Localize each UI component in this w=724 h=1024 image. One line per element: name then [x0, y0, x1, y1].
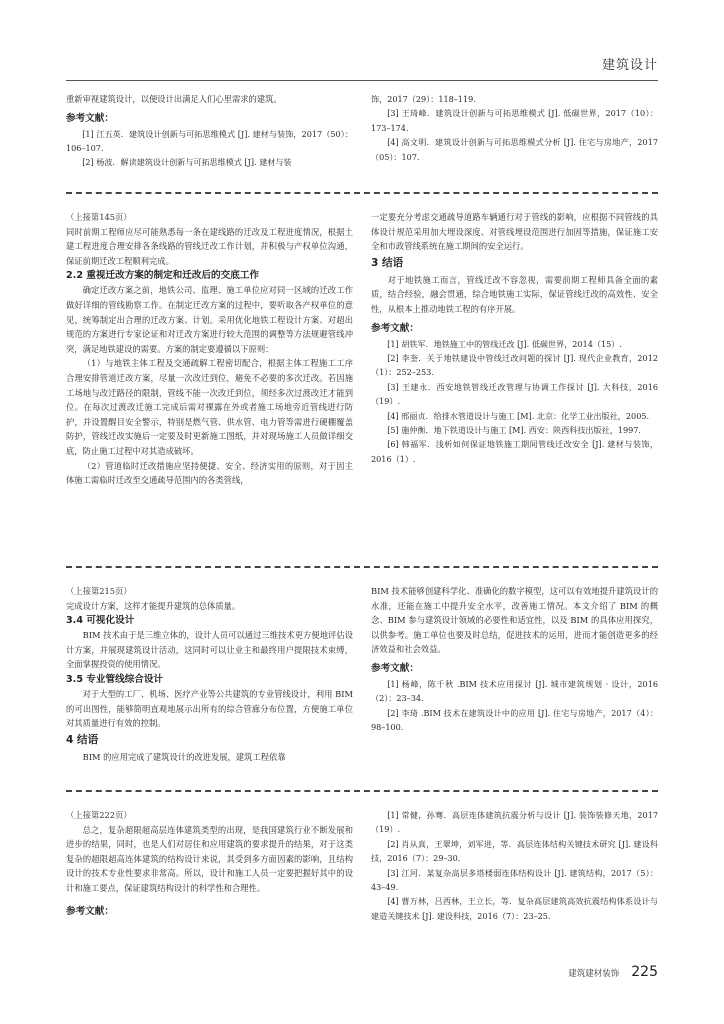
section-1-right-column: [371, 92, 658, 164]
reference-item: [1] 江五英．建筑设计创新与可拓思维模式 [J]. 建材与装饰，2017（50）：106–107.: [66, 128, 353, 153]
reference-item: [5] 施仲衡．地下铁道设计与施工 [M]. 西安：陕西科技出版社，1997.: [387, 425, 641, 435]
paragraph: （2）管道临时迁改措施应坚持便捷、安全、经济实用的原则，对于因主体施工需临时迁改至交通疏导范围内的各类管线，: [66, 460, 353, 486]
section-3-left-column: [66, 584, 353, 764]
paragraph: 总之，复杂超限超高层连体建筑类型的出现，是我国建筑行业不断发展和进步的结果，同时，也是人们对居住和应用建筑的要求提升的结果，对于这类复杂的超限超高连体建筑的结构设计来说，其受到多方面因素的影响，且结构设计的技术专业性要求非常高。所以，设计和施工人员一定要把握好其中的设计和施工要点，保证建筑结构设计的科学性和合理性。: [66, 824, 353, 893]
reference-item: [2] 杨波．解读建筑设计创新与可拓思维模式 [J]. 建材与装: [82, 157, 292, 168]
section-divider: [66, 790, 658, 792]
magazine-name: 建筑建材装饰: [568, 969, 620, 979]
paragraph: BIM 技术由于是三维立体的，设计人员可以通过三维技术更方便地评估设计方案，并展现建筑设计活动，这同时可以让业主和最终用户提限技术束缚，全面掌握投资的使用情况。: [66, 630, 353, 670]
reference-item: [4] 曹万林，吕西林，王立长，等．复杂高层建筑高效抗震结构体系设计与建造关键技术 [J]. 建设科技，2016（7）：23–25.: [371, 896, 658, 921]
continuation-note: （上接第145页）: [66, 212, 132, 222]
paragraph: 对于大型的工厂、机场、医疗产业等公共建筑的专业管线设计，利用 BIM 的可出图性，能够简明直观地展示出所有的综合管廊分布位置，方便施工单位对其质量进行有效的控制。: [66, 688, 353, 729]
section-1-left-column: [66, 92, 353, 170]
paragraph: 确定迁改方案之前，地铁公司、监理、施工单位应对同一区域的迁改工作做好详细的管线勘察工作。在制定迁改方案的过程中，要听取各产权单位的意见，统筹制定出合理的迁改方案、计划。采用优化地铁工程设计方案、对超出规范的方案进行专家论证和对迁改方案进行较大范围的调整等方法规避管线冲突，满足地铁建设的需要。方案的制定要遵循以下原则：: [66, 285, 353, 354]
paragraph: 同时前期工程师应尽可能熟悉每一条在建线路的迁改及工程进度情况，根据土建工程进度合理安排各条线路的管线迁改工作计划，并积极与产权单位沟通，保证前期迁改工程顺利完成。: [66, 226, 353, 266]
reference-item: 饰，2017（29）：118–119.: [371, 94, 476, 104]
reference-item: [4] 邢丽贞．给排水管道设计与施工 [M]. 北京：化学工业出版社，2005.: [387, 410, 650, 421]
references-title: 参考文献：: [66, 905, 114, 917]
references-title: 参考文献：: [66, 112, 114, 124]
reference-item: [1] 常健，孙骞．高层连体建筑抗震分析与设计 [J]. 装饰装修天地，2017（19）.: [371, 810, 658, 835]
page-number: 225: [631, 964, 658, 980]
section-heading: 3 结语: [371, 256, 404, 269]
reference-item: [1] 胡铁军．地铁施工中的管线迁改 [J]. 低碳世界，2014（15）.: [387, 338, 622, 349]
section-1: [66, 92, 658, 168]
references-title: 参考文献：: [371, 662, 419, 674]
section-4: [66, 808, 658, 948]
section-4-right-column: [371, 808, 658, 923]
section-divider: [66, 192, 658, 194]
reference-item: [2] 肖从真，王翠坤，刘军进，等．高层连体结构关键技术研究 [J]. 建设科技，2016（7）：29–30.: [371, 838, 658, 864]
reference-item: [1] 杨峰，陈千秋 .BIM 技术应用探讨 [J]. 城市建筑规划 · 设计，2016（2）：23–34.: [371, 678, 658, 704]
section-heading: 3.4 可视化设计: [66, 615, 135, 627]
paragraph: 完成设计方案，这样才能提升建筑的总体质量。: [66, 600, 241, 611]
section-3: [66, 584, 658, 774]
page-footer: [568, 964, 658, 980]
reference-item: [3] 王琦峰．建筑设计创新与可拓思维模式 [J]. 低碳世界，2017（10）：173–174.: [371, 108, 658, 133]
reference-item: [2] 李琦 .BIM 技术在建筑设计中的应用 [J]. 住宅与房地产，2017（4）：98–100.: [371, 707, 658, 733]
reference-item: [4] 高文明．建筑设计创新与可拓思维模式分析 [J]. 住宅与房地产，2017（05）：107.: [371, 137, 658, 162]
paragraph: BIM 的应用完成了建筑设计的改进发展，建筑工程依靠: [82, 751, 286, 762]
header-rule: [66, 80, 658, 81]
section-heading: 3.5 专业管线综合设计: [66, 673, 164, 685]
section-heading: 2.2 重视迁改方案的制定和迁改后的交底工作: [66, 270, 260, 282]
paragraph: 一定要充分考虑交通疏导道路车辆通行对于管线的影响，应根据不同管线的具体设计规范采用加大埋设深度、对管线埋设范围进行加固等措施，保证施工安全和市政管线系统在施工期间的安全运行。: [371, 212, 658, 252]
paragraph: BIM 技术能够创建科学化、准确化的数字模型，这可以有效地提升建筑设计的水准，还能在施工中提升安全水平，改善施工情况。本文介绍了 BIM 的概念、BIM 参与建筑设计领域的必要性和适宜性，以及 BIM 的具体应用探究，以供参考。施工单位也要及时总结，促进技术的运用，进而才能创造更多的经济效益和社会效益。: [371, 586, 658, 655]
reference-item: [6] 韩福军．浅析如何保证地铁施工期间管线迁改安全 [J]. 建材与装饰，2016（1）.: [371, 439, 658, 464]
paragraph: 对于地铁施工而言，管线迁改不容忽视，需要前期工程师具备全面的素质，结合经验，融会贯通，综合地铁施工实际，保证管线迁改的高效性、安全性，从根本上推动地铁工程的有序开展。: [371, 274, 658, 314]
continuation-note: （上接第215页）: [66, 586, 132, 596]
paragraph: 重新审视建筑设计，以便设计出满足人们心里需求的建筑。: [66, 94, 282, 104]
section-3-right-column: [371, 584, 658, 735]
section-2-left-column: [66, 210, 353, 488]
section-2: [66, 210, 658, 550]
paragraph: （1）与地铁主体工程及交通疏解工程密切配合，根据主体工程施工工序合理安排管道迁改方案，尽量一次改迁到位，避免不必要的多次迁改。若因施工场地与改迁路径的限制，管线不能一次改迁到位，须经多次过渡改迁才能到位。在每次过渡改迁施工完成后需对裸露在外或者施工场地旁近管线进行防护，并设置醒目安全警示，特别是燃气管、供水管、电力管等需进行硬棚覆盖防护，管线迁改实施后一定要及时更新施工图纸，并对现场施工人员做详细交底，防止施工过程中对其造成破坏。: [66, 358, 353, 456]
reference-item: [2] 李奎．关于地铁建设中管线迁改问题的探讨 [J]. 现代企业教育，2012（1）：252–253.: [371, 352, 658, 378]
header-title: 建筑设计: [601, 58, 658, 73]
section-divider: [66, 566, 658, 568]
continuation-note: （上接第222页）: [66, 810, 132, 820]
section-4-left-column: [66, 808, 353, 920]
reference-item: [3] 王建永．西安地铁管线迁改管理与协调工作探讨 [J]. 大科技，2016（19）.: [371, 381, 658, 407]
references-title: 参考文献：: [371, 322, 419, 334]
section-2-right-column: [371, 210, 658, 466]
reference-item: [3] 江河．某复杂高层多塔楼弱连体结构设计 [J]. 建筑结构，2017（5）：43–49.: [371, 867, 658, 893]
section-heading: 4 结语: [66, 733, 99, 746]
